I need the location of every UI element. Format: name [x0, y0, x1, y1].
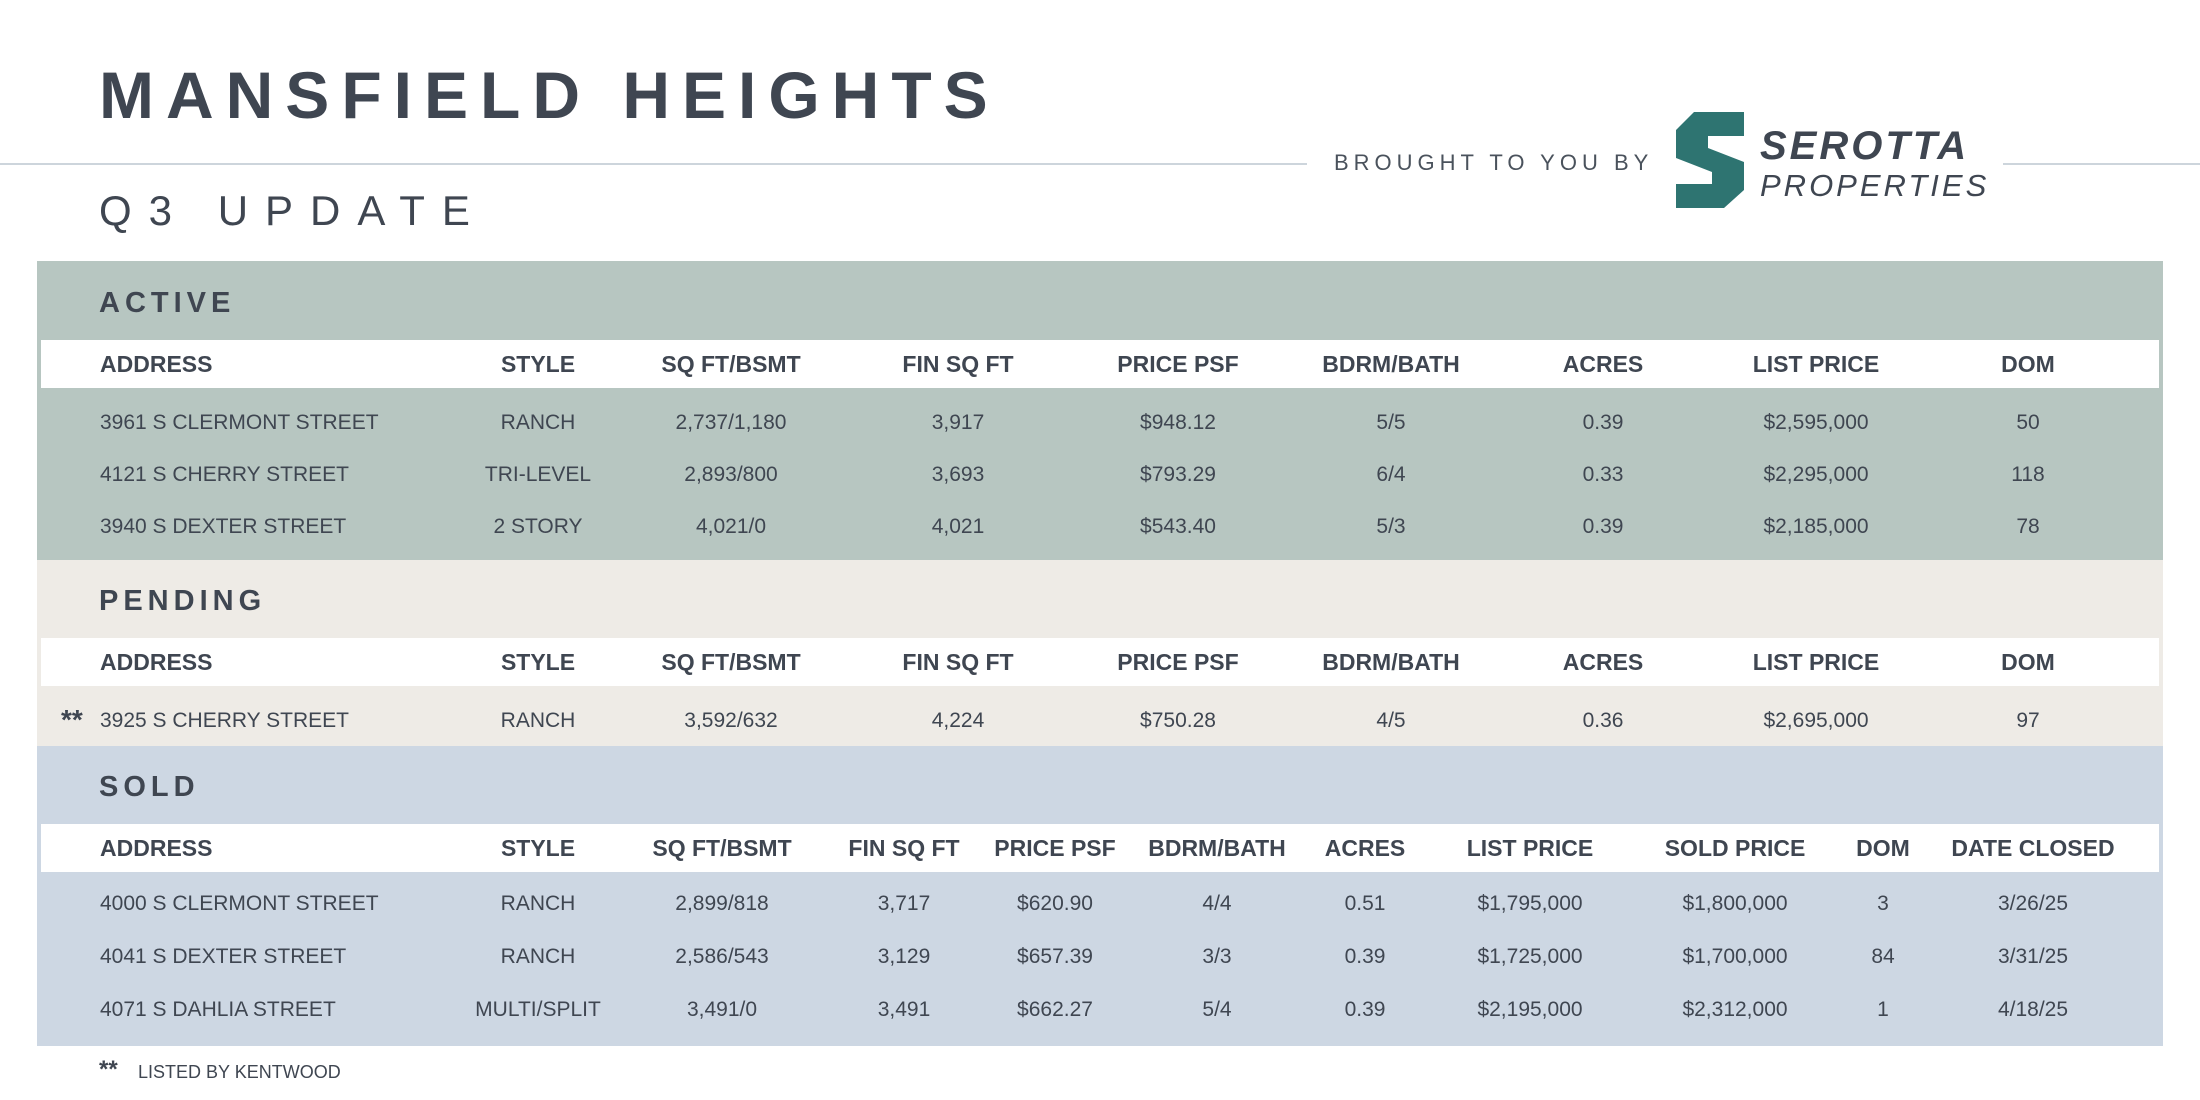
serotta-logo-mark-icon [1672, 110, 1748, 210]
table-cell: 2,586/543 [675, 945, 769, 968]
logo-brand-name: SEROTTA [1760, 124, 1970, 168]
sold-table-header [41, 824, 2159, 872]
header-divider-right [2003, 163, 2200, 165]
table-cell: RANCH [500, 892, 576, 915]
table-cell: 3/31/25 [1997, 945, 2069, 968]
table-cell: $793.29 [1140, 463, 1216, 486]
table-cell: 118 [2011, 463, 2045, 486]
sold-column-header: PRICE PSF [994, 835, 1116, 861]
table-cell: $2,185,000 [1763, 515, 1869, 538]
footnote-marker: ** [99, 1056, 118, 1083]
table-cell: 6/4 [1376, 463, 1406, 486]
table-cell: 3,592/632 [684, 709, 778, 732]
active-column-header: LIST PRICE [1752, 351, 1880, 377]
table-cell: $1,700,000 [1682, 945, 1788, 968]
logo-brand-sub: PROPERTIES [1760, 168, 1990, 203]
active-column-header: FIN SQ FT [902, 351, 1014, 377]
table-cell: 3,491 [877, 998, 931, 1021]
sold-column-header: SQ FT/BSMT [652, 835, 792, 861]
table-cell: 4041 S DEXTER STREET [100, 945, 347, 968]
table-cell: 78 [2016, 515, 2040, 538]
table-cell: 3,129 [877, 945, 931, 968]
pending-column-header: DOM [2001, 649, 2055, 675]
table-cell: 0.39 [1344, 945, 1386, 968]
table-cell: $2,312,000 [1682, 998, 1788, 1021]
table-cell: 50 [2016, 411, 2040, 434]
pending-column-header: LIST PRICE [1752, 649, 1880, 675]
table-cell: 3,917 [931, 411, 985, 434]
page-title: MANSFIELD HEIGHTS [99, 58, 1000, 132]
table-cell: 3/3 [1202, 945, 1232, 968]
active-column-header: BDRM/BATH [1322, 351, 1460, 377]
table-cell: $2,595,000 [1763, 411, 1869, 434]
table-cell: 0.39 [1582, 411, 1624, 434]
pending-column-header: PRICE PSF [1117, 649, 1239, 675]
table-cell: 4,021 [931, 515, 985, 538]
brought-to-you-by: BROUGHT TO YOU BY [1334, 150, 1654, 175]
table-cell: 3961 S CLERMONT STREET [100, 411, 379, 434]
table-cell: 3,693 [931, 463, 985, 486]
active-section [37, 261, 2163, 560]
table-cell: 2 STORY [493, 515, 583, 538]
pending-section [37, 560, 2163, 746]
sold-column-header: STYLE [500, 835, 576, 861]
table-cell: $1,725,000 [1477, 945, 1583, 968]
sold-column-header: LIST PRICE [1466, 835, 1594, 861]
table-cell: 3/26/25 [1997, 892, 2069, 915]
pending-table-header [41, 638, 2159, 686]
table-cell: $2,295,000 [1763, 463, 1869, 486]
table-cell: 5/4 [1202, 998, 1232, 1021]
table-cell: 4121 S CHERRY STREET [100, 463, 349, 486]
table-cell: 2,893/800 [684, 463, 778, 486]
table-cell: 4,021/0 [695, 515, 767, 538]
table-cell: $657.39 [1017, 945, 1093, 968]
table-cell: $2,195,000 [1477, 998, 1583, 1021]
sold-column-header: ADDRESS [100, 835, 213, 861]
table-cell: RANCH [500, 945, 576, 968]
table-cell: TRI-LEVEL [484, 463, 592, 486]
table-cell: 3 [1877, 892, 1889, 915]
page-subtitle: Q3 UPDATE [99, 187, 487, 234]
active-column-header: SQ FT/BSMT [661, 351, 801, 377]
table-cell: 5/5 [1376, 411, 1406, 434]
sold-column-header: SOLD PRICE [1664, 835, 1806, 861]
table-cell: 3940 S DEXTER STREET [100, 515, 347, 538]
table-cell: 4/5 [1376, 709, 1406, 732]
table-cell: 5/3 [1376, 515, 1406, 538]
pending-column-header: ADDRESS [100, 649, 213, 675]
sold-column-header: DOM [1856, 835, 1910, 861]
pending-section-title: PENDING [99, 585, 267, 617]
active-column-header: ADDRESS [100, 351, 213, 377]
table-cell: 0.36 [1582, 709, 1624, 732]
table-cell: 2,737/1,180 [675, 411, 787, 434]
sold-section-title: SOLD [99, 771, 200, 803]
sold-column-header: DATE CLOSED [1951, 835, 2115, 861]
table-cell: $543.40 [1140, 515, 1216, 538]
table-cell: 0.51 [1344, 892, 1386, 915]
table-cell: MULTI/SPLIT [475, 998, 601, 1021]
sold-column-header: FIN SQ FT [848, 835, 960, 861]
table-cell: 84 [1871, 945, 1895, 968]
header-divider-left [0, 163, 1307, 165]
table-cell: $1,800,000 [1682, 892, 1788, 915]
table-cell: $620.90 [1017, 892, 1093, 915]
table-cell: RANCH [500, 709, 576, 732]
table-cell: 3,491/0 [686, 998, 758, 1021]
footnote-text: LISTED BY KENTWOOD [138, 1062, 341, 1082]
active-section-title: ACTIVE [99, 287, 236, 319]
table-cell: $1,795,000 [1477, 892, 1583, 915]
table-cell: 4/4 [1202, 892, 1232, 915]
pending-column-header: STYLE [500, 649, 576, 675]
table-cell: 4/18/25 [1997, 998, 2069, 1021]
sold-column-header: ACRES [1324, 835, 1406, 861]
table-cell: $750.28 [1140, 709, 1216, 732]
table-cell: 0.39 [1582, 515, 1624, 538]
table-cell: RANCH [500, 411, 576, 434]
table-cell: 0.39 [1344, 998, 1386, 1021]
table-cell: 3,717 [877, 892, 931, 915]
table-cell: 2,899/818 [675, 892, 769, 915]
pending-column-header: SQ FT/BSMT [661, 649, 801, 675]
pending-listing-marker: ** [61, 704, 83, 735]
table-cell: 0.33 [1582, 463, 1624, 486]
table-cell: 4071 S DAHLIA STREET [100, 998, 336, 1021]
table-cell: $2,695,000 [1763, 709, 1869, 732]
active-column-header: ACRES [1562, 351, 1644, 377]
table-cell: $948.12 [1140, 411, 1216, 434]
table-cell: 1 [1877, 998, 1889, 1021]
active-column-header: STYLE [500, 351, 576, 377]
pending-column-header: FIN SQ FT [902, 649, 1014, 675]
table-cell: 3925 S CHERRY STREET [100, 709, 349, 732]
sold-column-header: BDRM/BATH [1148, 835, 1286, 861]
active-table-header [41, 340, 2159, 388]
active-column-header: PRICE PSF [1117, 351, 1239, 377]
table-cell: 4,224 [931, 709, 985, 732]
pending-column-header: ACRES [1562, 649, 1644, 675]
table-cell: 97 [2016, 709, 2040, 732]
sold-section [37, 746, 2163, 1046]
pending-column-header: BDRM/BATH [1322, 649, 1460, 675]
table-cell: 4000 S CLERMONT STREET [100, 892, 379, 915]
active-column-header: DOM [2001, 351, 2055, 377]
table-cell: $662.27 [1017, 998, 1093, 1021]
